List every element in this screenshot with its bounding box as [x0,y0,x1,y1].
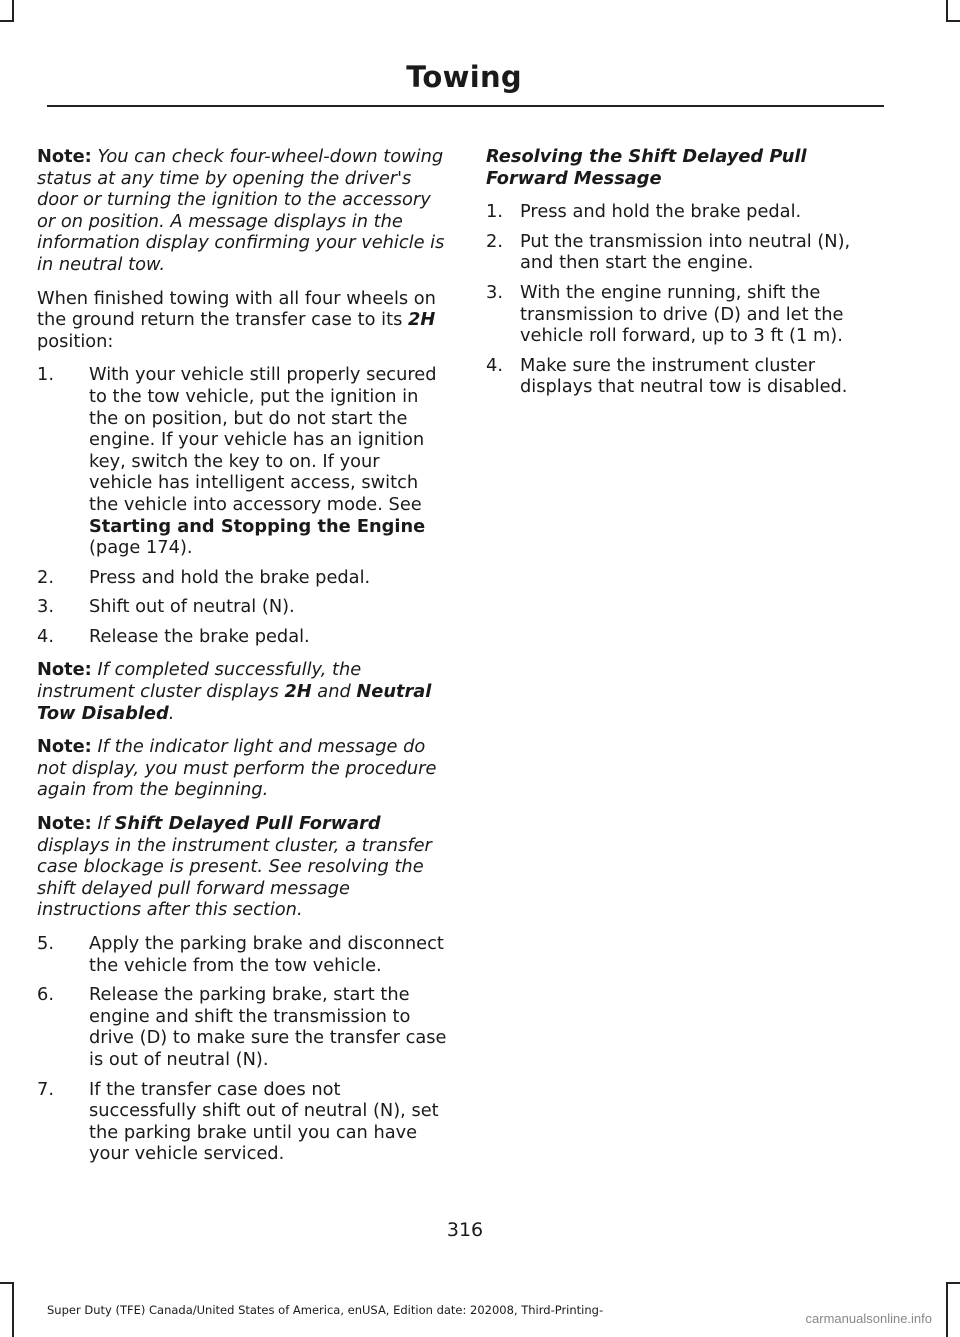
step-text: Make sure the instrument cluster displays that neutral tow is disabled. [520,354,848,398]
mode-2h: 2H [408,309,436,331]
list-item-step-3 [486,282,884,347]
step-text: Release the parking brake, start the engine and shift the transmission to drive (D) to make sure the transfer case is out of neutral (N). [89,984,447,1070]
step-text: Put the transmission into neutral (N), and then start the engine. [520,230,851,274]
crop-mark-top-left-horizontal [0,20,14,22]
page-title: Towing [406,60,522,94]
step-text: With your vehicle still properly secured to the tow vehicle, put the ignition in the on position, but do not start the engine. If your vehicle has an ignition key, switch the key to on. If your vehicle has intelligent access, switch the vehicle into accessory mode. See [89,364,437,515]
right-column [486,146,884,406]
list-item-step-1 [37,364,448,558]
note-text: displays in the instrument cluster, a transfer case blockage is present. See resolving the shift delayed pull forward message instructions after this section. [37,834,432,921]
step-text: Shift out of neutral (N). [89,596,295,618]
list-item-step-4 [486,355,884,398]
note-label: Note: [37,659,92,681]
list-item-step-2 [37,567,448,589]
message-shift-delayed-pull-forward: Shift Delayed Pull Forward [114,813,381,835]
crop-mark-top-left-vertical [12,0,14,22]
crop-mark-bottom-right-horizontal [946,1282,960,1284]
list-item-step-3 [37,596,448,618]
mode-2h: 2H [284,681,312,703]
step-text: If the transfer case does not successfully shift out of neutral (N), set the parking brake until you can have your vehicle serviced. [89,1078,439,1165]
list-item-step-6 [37,984,448,1070]
list-item-step-1 [486,201,884,223]
step-text: With the engine running, shift the transmission to drive (D) and let the vehicle roll forward, up to 3 ft (1 m). [520,281,844,347]
step-text: Release the brake pedal. [89,625,310,647]
left-column [37,146,448,1173]
list-item-step-7 [37,1079,448,1165]
step-number: 2. [37,566,54,588]
note-label: Note: [37,813,92,835]
note-four-wheel-down-status [37,146,448,276]
intro-text: When finished towing with all four wheels on the ground return the transfer case to its [37,287,436,331]
note-text-if: If [97,813,109,835]
note-completed-successfully [37,659,448,724]
list-item-step-4 [37,626,448,648]
step-number: 3. [486,281,503,303]
list-item-step-2 [486,231,884,274]
section-heading: Resolving the Shift Delayed Pull Forward Message [486,146,807,189]
step-number: 5. [37,933,54,954]
crop-mark-bottom-left-vertical [12,1282,14,1337]
note-shift-delayed [37,813,448,921]
step-text: Apply the parking brake and disconnect the vehicle from the tow vehicle. [89,933,444,976]
header-divider [47,105,884,107]
note-text-end: . [168,702,175,724]
step-number: 3. [37,596,54,618]
step-text: Press and hold the brake pedal. [89,566,371,588]
step-number: 2. [486,230,503,252]
note-text-and: and [317,681,351,703]
step-number: 4. [37,625,54,647]
crop-mark-bottom-right-vertical [946,1282,948,1337]
page-number: 316 [446,1219,484,1241]
crop-mark-top-right-horizontal [946,20,960,22]
note-label: Note: [37,736,92,758]
crop-mark-top-right-vertical [946,0,948,22]
footer-edition-info: Super Duty (TFE) Canada/United States of America, enUSA, Edition date: 202008, Third-Printing- [47,1303,604,1317]
note-indicator-light [37,736,448,801]
step-text: Press and hold the brake pedal. [520,201,802,223]
cross-reference-link[interactable]: Starting and Stopping the Engine [89,515,426,537]
watermark: carmanualsonline.info [805,1311,932,1326]
step-number: 1. [37,364,54,386]
step-number: 1. [486,201,503,223]
step-number: 7. [37,1078,54,1100]
step-number: 6. [37,984,54,1006]
list-item-step-5 [37,933,448,976]
note-text: If the indicator light and message do not display, you must perform the procedure again from the beginning. [37,736,437,801]
intro-text-end: position: [37,330,114,352]
crop-mark-bottom-left-horizontal [0,1282,14,1284]
note-text: If completed successfully, the instrument cluster displays [37,659,362,703]
message-neutral-tow-disabled: Neutral Tow Disabled [37,681,432,724]
note-label: Note: [37,146,92,167]
step-number: 4. [486,354,503,376]
note-text: You can check four-wheel-down towing status at any time by opening the driver's door or turning the ignition to the accessory or on position. A message displays in the information display confirming your vehicle is in neutral tow. [37,146,445,275]
intro-paragraph [37,288,448,353]
cross-reference-page: (page 174). [89,537,193,559]
